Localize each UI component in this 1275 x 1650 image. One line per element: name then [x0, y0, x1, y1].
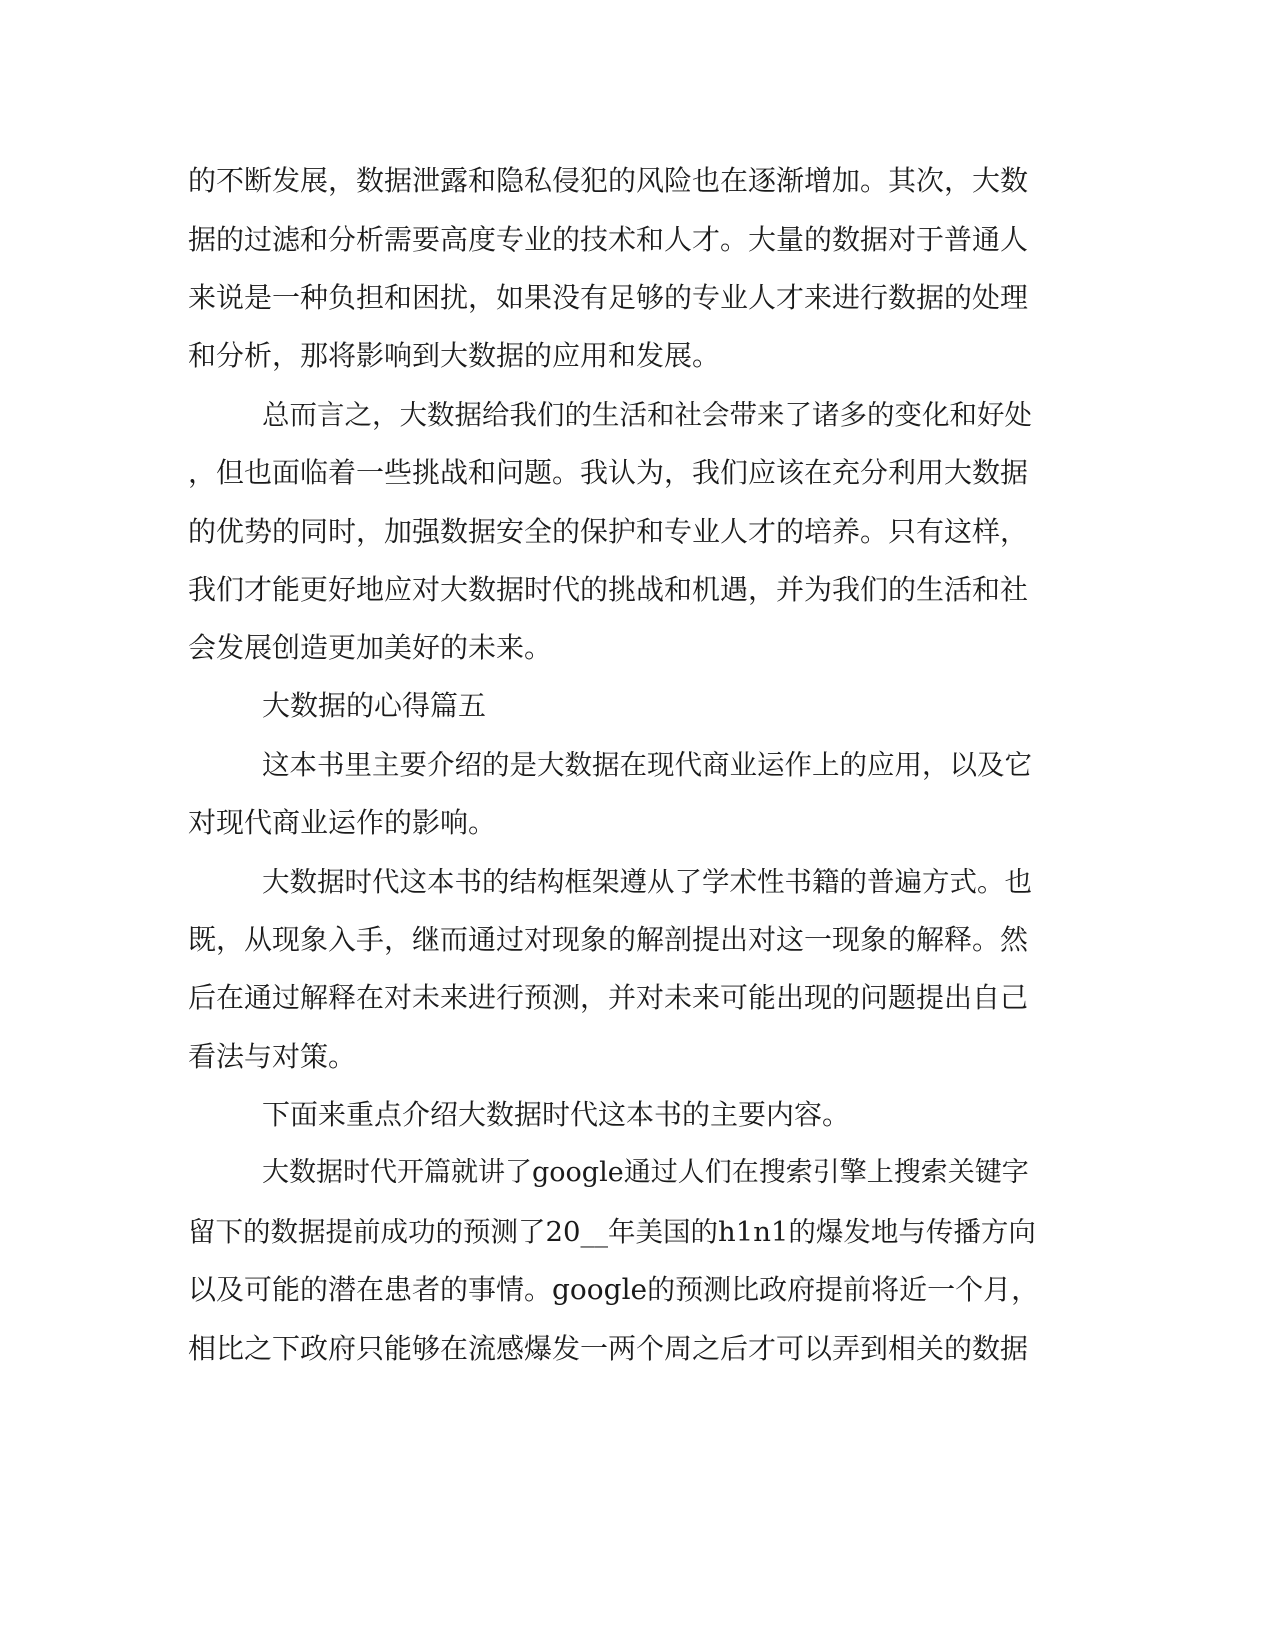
text-line: 会发展创造更加美好的未来。: [188, 631, 553, 664]
text-line: 和分析，那将影响到大数据的应用和发展。: [188, 339, 721, 372]
paragraph-first-line: 下面来重点介绍大数据时代这本书的主要内容。: [262, 1098, 851, 1131]
text-line: 据的过滤和分析需要高度专业的技术和人才。大量的数据对于普通人: [188, 223, 1029, 256]
text-line: 的优势的同时，加强数据安全的保护和专业人才的培养。只有这样，: [188, 515, 1029, 548]
section-heading: 大数据的心得篇五: [262, 689, 487, 722]
paragraph-first-line: 大数据时代开篇就讲了google通过人们在搜索引擎上搜索关键字: [262, 1157, 1029, 1188]
paragraph-first-line: 总而言之，大数据给我们的生活和社会带来了诸多的变化和好处: [262, 399, 1032, 431]
text-line: 相比之下政府只能够在流感爆发一两个周之后才可以弄到相关的数据: [188, 1332, 1029, 1365]
paragraph-first-line: 大数据时代这本书的结构框架遵从了学术性书籍的普遍方式。也: [262, 866, 1032, 898]
text-line: 既，从现象入手，继而通过对现象的解剖提出对这一现象的解释。然: [188, 923, 1029, 956]
paragraph-first-line: 这本书里主要介绍的是大数据在现代商业运作上的应用，以及它: [262, 749, 1032, 781]
text-line: 以及可能的潜在患者的事情。google的预测比政府提前将近一个月，: [188, 1273, 1040, 1306]
text-line: 的不断发展，数据泄露和隐私侵犯的风险也在逐渐增加。其次，大数: [188, 164, 1029, 197]
text-line: 留下的数据提前成功的预测了20__年美国的h1n1的爆发地与传播方向: [188, 1216, 1036, 1248]
text-line: 后在通过解释在对未来进行预测，并对未来可能出现的问题提出自己: [188, 981, 1029, 1014]
text-line: 对现代商业运作的影响。: [188, 806, 497, 839]
text-line: 我们才能更好地应对大数据时代的挑战和机遇，并为我们的生活和社: [188, 573, 1029, 606]
text-line: 来说是一种负担和困扰，如果没有足够的专业人才来进行数据的处理: [188, 281, 1029, 314]
text-line: ，但也面临着一些挑战和问题。我认为，我们应该在充分利用大数据: [188, 456, 1029, 489]
text-line: 看法与对策。: [188, 1040, 357, 1073]
